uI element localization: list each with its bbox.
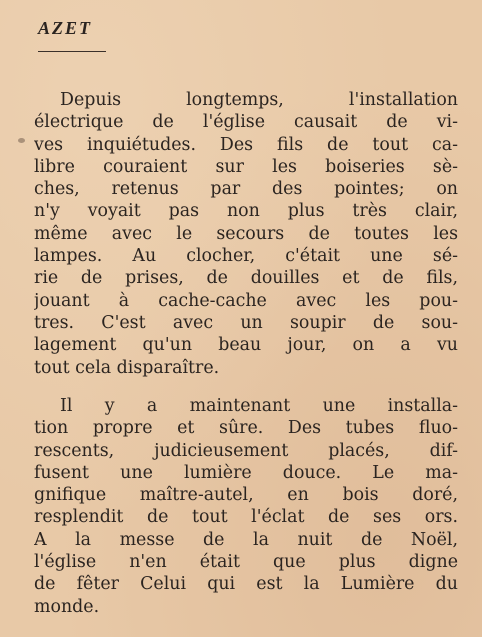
paragraph-1 [34,89,458,379]
text-line: Depuis longtemps, l'installation [60,90,458,110]
text-line: monde. [34,596,100,617]
text-line: tion propre et sûre. Des tubes fluo- [34,418,458,439]
text-line: rie de prises, de douilles et de fils, [34,268,458,289]
paragraph-2 [34,395,458,618]
text-line: rescents, judicieusement placés, dif- [34,440,458,461]
heading-underline [38,51,106,52]
text-line: ves inquiétudes. Des fils de tout ca- [34,134,458,155]
text-line: libre couraient sur les boiseries sè- [34,156,458,177]
text-line: l'église n'en était que plus digne [34,552,458,573]
text-line: électrique de l'église causait de vi- [34,112,458,133]
text-line: tout cela disparaître. [34,357,220,378]
text-line: A la messe de la nuit de Noël, [34,529,458,550]
article-heading: AZET [38,18,93,38]
text-line: de fêter Celui qui est la Lumière du [34,574,458,595]
ink-spot [18,138,25,143]
text-line: Il y a maintenant une installa- [60,396,458,416]
text-line: gnifique maître-autel, en bois doré, [34,485,458,506]
text-line: fusent une lumière douce. Le ma- [34,462,458,483]
text-line: ches, retenus par des pointes; on [34,179,458,200]
text-line: lampes. Au clocher, c'était une sé- [34,246,458,267]
text-line: jouant à cache-cache avec les pou- [34,290,458,311]
text-line: n'y voyait pas non plus très clair, [34,201,458,222]
text-line: tres. C'est avec un soupir de sou- [34,312,458,333]
text-line: même avec le secours de toutes les [34,223,458,244]
text-line: resplendit de tout l'éclat de ses ors. [34,507,458,528]
text-line: lagement qu'un beau jour, on a vu [34,335,458,356]
